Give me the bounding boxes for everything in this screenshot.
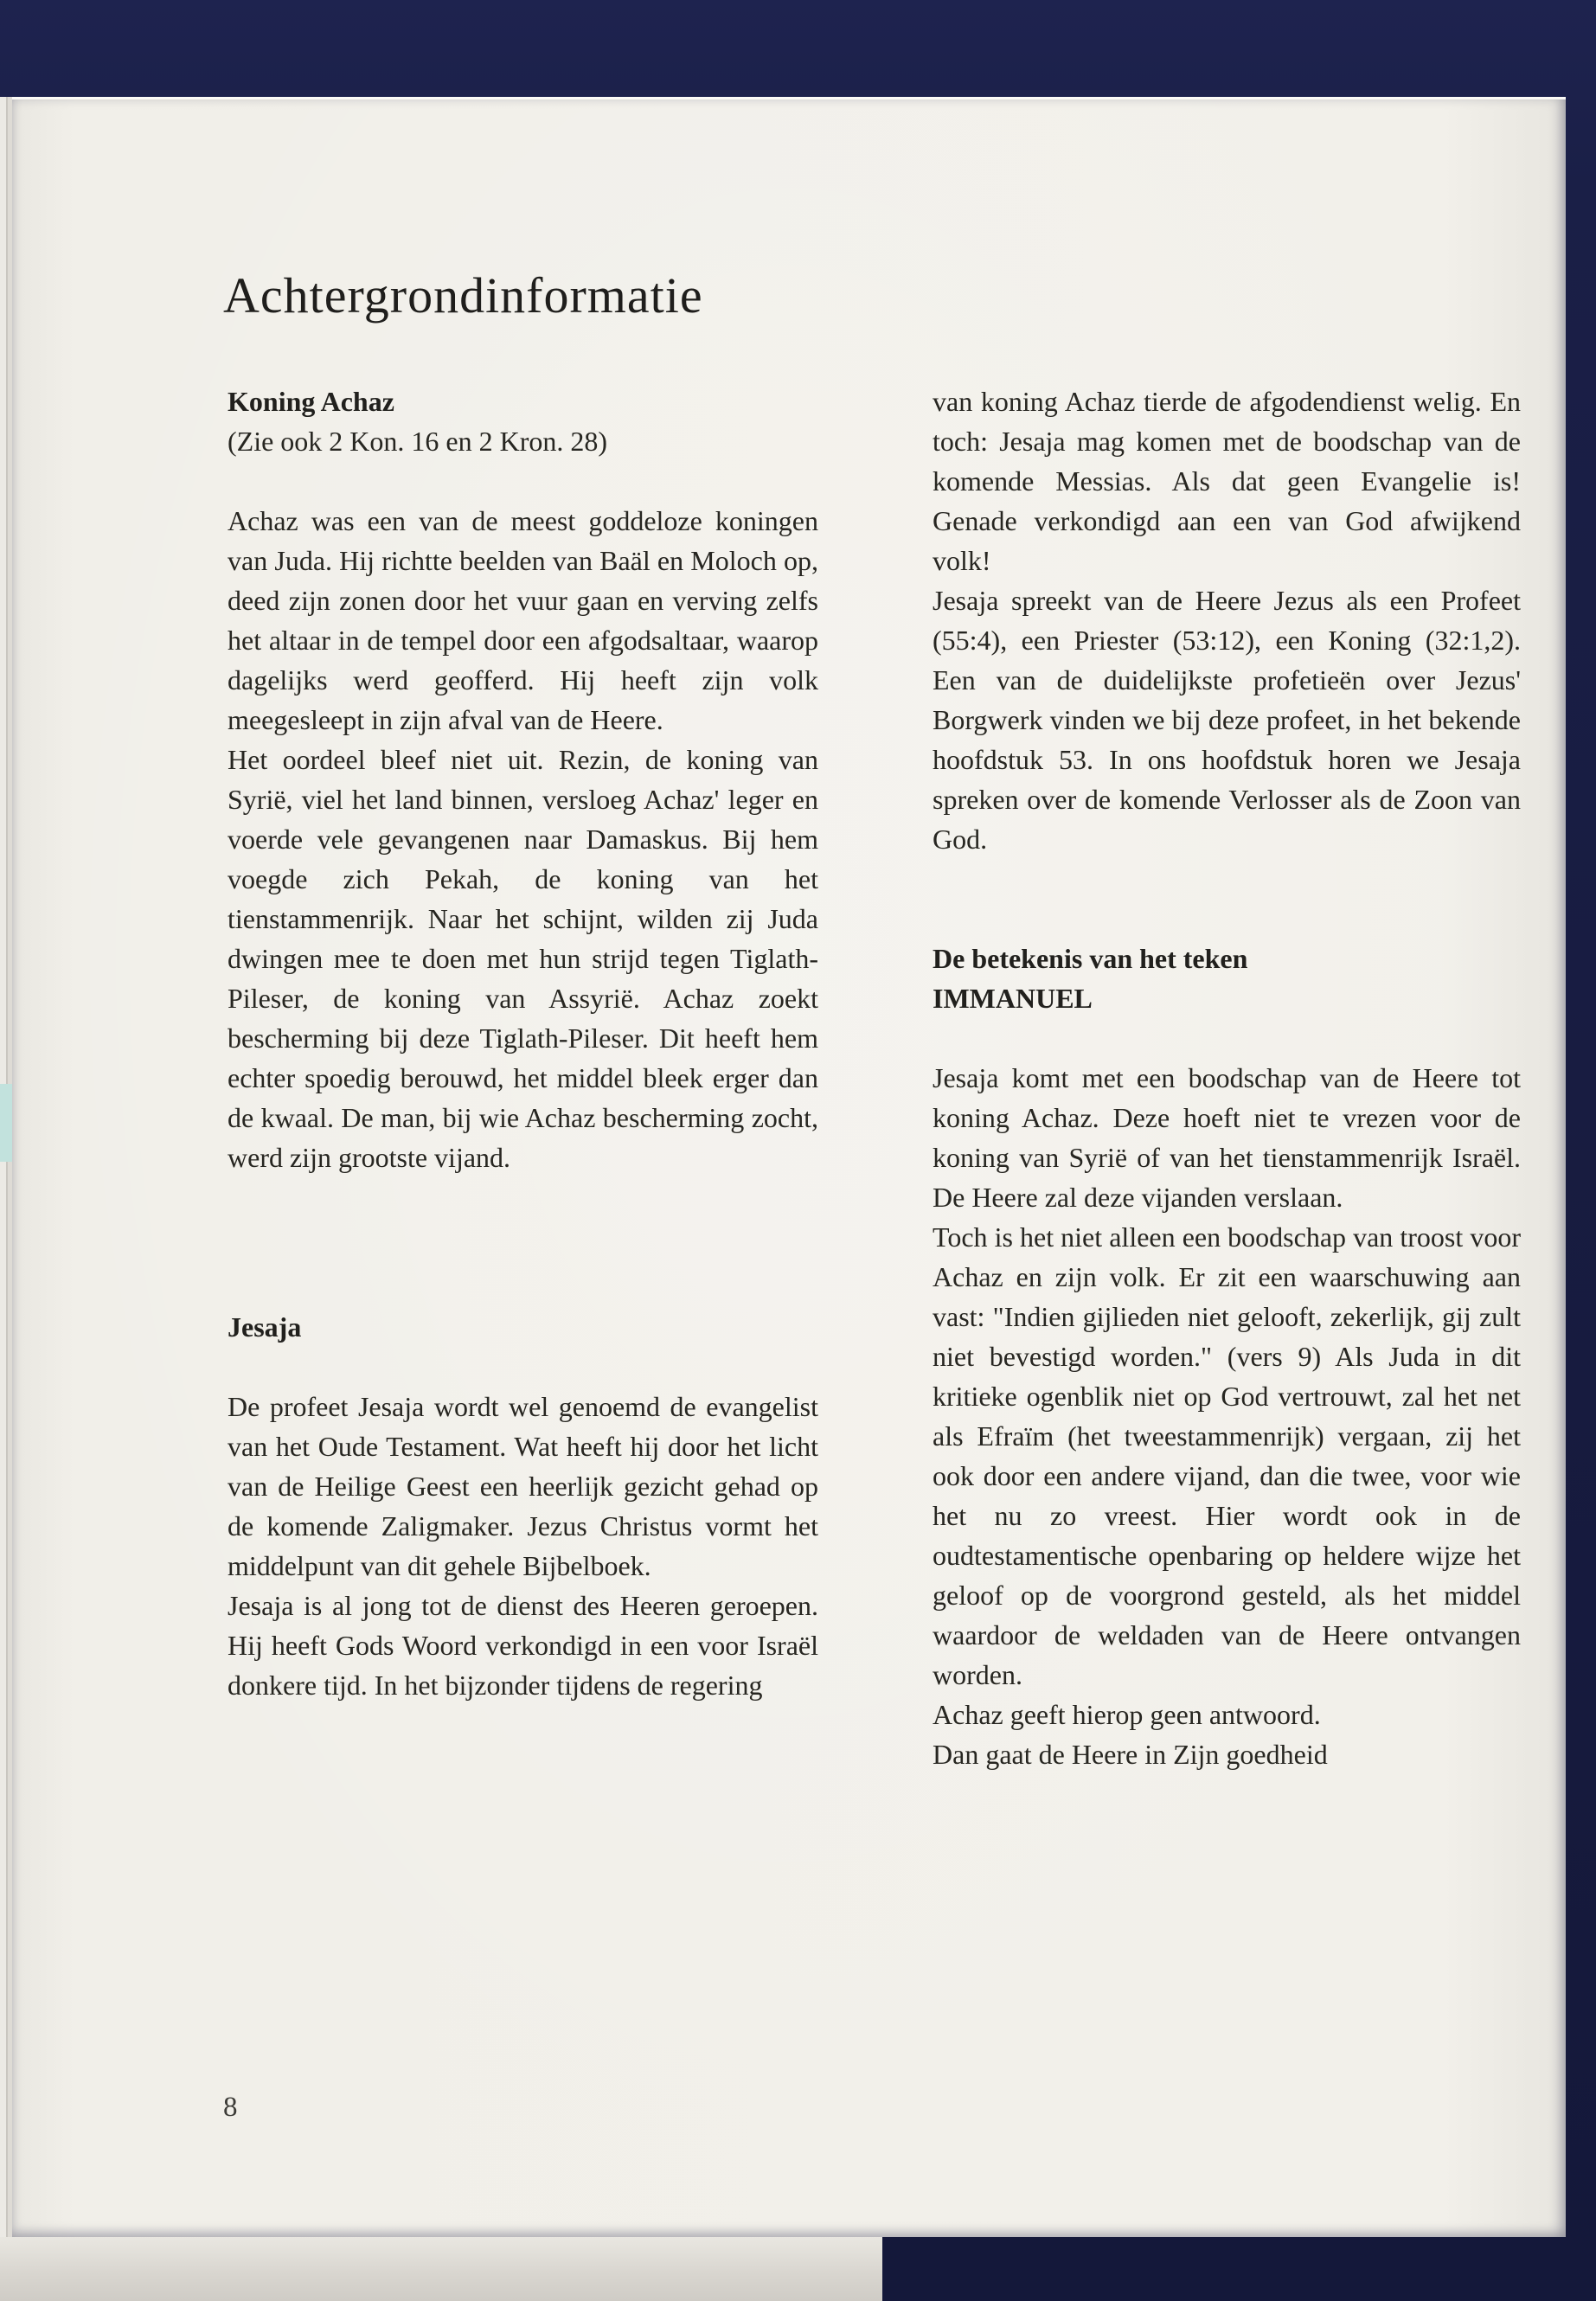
spacer: [228, 1347, 818, 1387]
body-paragraph: Jesaja komt met een boodschap van de Heere tot koning Achaz. Deze hoeft niet te vrezen voor de koning van Syrië of van het tienstammenrijk Israël. De Heere zal deze vijanden verslaan.: [933, 1062, 1521, 1213]
body-paragraph: Jesaja spreekt van de Heere Jezus als een Profeet (55:4), een Priester (53:12), een Koning (32:1,2). Een van de duidelijkste profetieën over Jezus' Borgwerk vinden we bij deze profeet, in het bekende hoofdstuk 53. In ons hoofdstuk horen we Jesaja spreken over de komende Verlosser als de Zoon van God.: [933, 585, 1521, 855]
spacer: [933, 1018, 1521, 1058]
page-number: 8: [223, 2092, 238, 2123]
scripture-reference: (Zie ook 2 Kon. 16 en 2 Kron. 28): [228, 426, 608, 457]
spacer: [228, 461, 818, 501]
body-paragraph: Het oordeel bleef niet uit. Rezin, de koning van Syrië, viel het land binnen, versloeg Achaz' leger en voerde vele gevangenen naar Damaskus. Bij hem voegde zich Pekah, de koning van het tienstammenrijk. Naar het schijnt, wilden zij Juda dwingen mee te doen met hun strijd tegen Tiglath-Pileser, de koning van Assyrië. Achaz zoekt bescherming bij deze Tiglath-Pileser. Dit heeft hem echter spoedig berouwd, het middel bleek erger dan de kwaal. De man, bij wie Achaz bescherming zocht, werd zijn grootste vijand.: [228, 744, 818, 1173]
section-heading-koning-achaz: Koning Achaz: [228, 386, 394, 417]
section-heading-immanuel-line2: IMMANUEL: [933, 983, 1093, 1014]
spacer: [933, 859, 1521, 939]
body-paragraph: Toch is het niet alleen een boodschap van troost voor Achaz en zijn volk. Er zit een waarschuwing aan vast: "Indien gijlieden niet gelooft, zekerlijk, gij zult niet bevestigd worden." (vers 9) Als Juda in dit kritieke ogenblik niet op God vertrouwt, zal het net als Efraïm (het tweestammenrijk) vergaan, zij het ook door een andere vijand, dan die twee, voor wie het nu zo vreest. Hier wordt ook in de oudtestamentische openbaring op heldere wijze het geloof op de voorgrond gesteld, als het middel waardoor de weldaden van de Heere ontvangen worden.: [933, 1221, 1521, 1690]
body-paragraph: Achaz geeft hierop geen antwoord.: [933, 1699, 1321, 1730]
body-paragraph: Achaz was een van de meest goddeloze koningen van Juda. Hij richtte beelden van Baäl en Moloch op, deed zijn zonen door het vuur gaan en verving zelfs het altaar in de tempel door een afgodsaltaar, waarop dagelijks werd geofferd. Hij heeft zijn volk meegesleept in zijn afval van de Heere.: [228, 505, 818, 735]
body-paragraph: Dan gaat de Heere in Zijn goedheid: [933, 1739, 1328, 1770]
left-column: [228, 381, 818, 1705]
right-column: [933, 381, 1521, 1774]
page-title: Achtergrondinformatie: [223, 267, 703, 324]
spacer: [228, 1177, 818, 1307]
body-paragraph: van koning Achaz tierde de afgodendienst welig. En toch: Jesaja mag komen met de boodschap van de komende Messias. Als dat geen Evangelie is! Genade verkondigd aan een van God afwijkend volk!: [933, 386, 1521, 576]
body-paragraph: De profeet Jesaja wordt wel genoemd de evangelist van het Oude Testament. Wat heeft hij door het licht van de Heilige Geest een heerlijk gezicht gehad op de komende Zaligmaker. Jezus Christus vormt het middelpunt van dit gehele Bijbelboek.: [228, 1391, 818, 1581]
page-edge-stack-bottom: [0, 2237, 882, 2301]
section-heading-immanuel-line1: De betekenis van het teken: [933, 943, 1248, 974]
body-paragraph: Jesaja is al jong tot de dienst des Heeren geroepen. Hij heeft Gods Woord verkondigd in een voor Israël donkere tijd. In het bijzonder tijdens de regering: [228, 1590, 818, 1701]
section-heading-jesaja: Jesaja: [228, 1311, 302, 1343]
